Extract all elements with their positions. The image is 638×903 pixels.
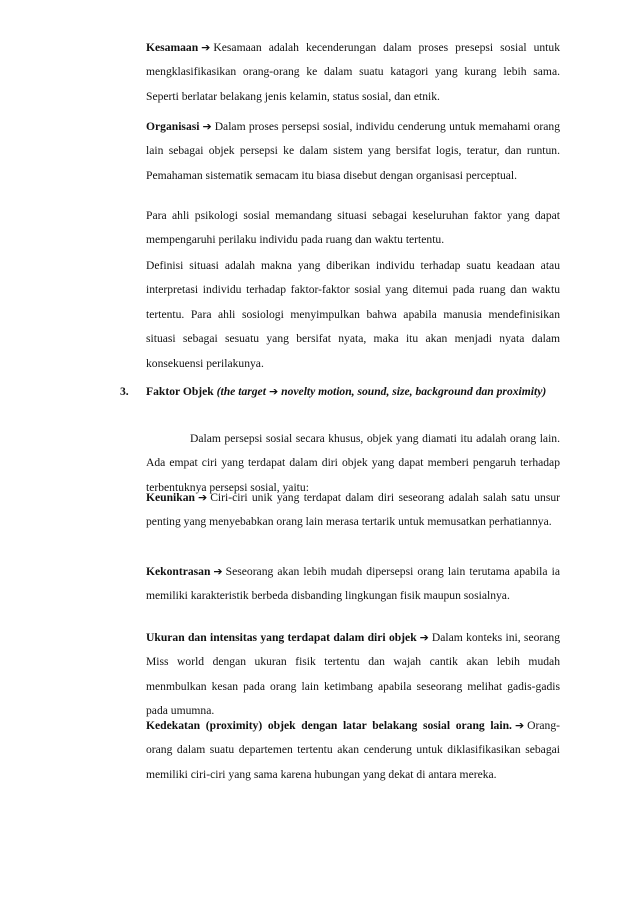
arrow-right-icon: ➔ <box>197 491 208 504</box>
text-definisi: Definisi situasi adalah makna yang diberikan individu terhadap suatu keadaan atau interpretasi individu terhadap faktor-faktor sosial yang ditemui pada ruang dan waktu tertentu. Para ahli sosiologi menyimpulkan bahwa apabila manusia mendefinisikan situasi sebagai sesuatu yang bersifat nyata, maka itu akan menjadi nyata dalam konsekuensi perilakunya. <box>146 259 560 370</box>
text-kekontrasan: Seseorang akan lebih mudah dipersepsi orang lain terutama apabila ia memiliki karakteristik berbeda disbanding lingkungan fisik maupun sosialnya. <box>146 565 560 603</box>
section-subtitle-post: novelty motion, sound, size, background dan proximity) <box>281 385 547 398</box>
text-keunikan: Ciri-ciri unik yang terdapat dalam diri seseorang adalah salah satu unsur penting yang menyebabkan orang lain merasa tertarik untuk memusatkan perhatiannya. <box>146 491 560 529</box>
text-intro: Dalam persepsi sosial secara khusus, objek yang diamati itu adalah orang lain. Ada empat ciri yang terdapat dalam diri objek yang dapat memberi pengaruh terhadap terbentuknya persepsi sosial, yaitu: <box>146 432 560 494</box>
arrow-right-icon: ➔ <box>201 41 211 54</box>
term-organisasi: Organisasi <box>146 120 200 133</box>
arrow-right-icon: ➔ <box>202 120 212 133</box>
section-3-heading <box>146 380 560 404</box>
paragraph-keunikan <box>146 486 560 535</box>
arrow-right-icon: ➔ <box>213 565 223 578</box>
arrow-right-icon: ➔ <box>514 719 525 732</box>
text-organisasi: Dalam proses persepsi sosial, individu cenderung untuk memahami orang lain sebagai objek persepsi ke dalam sistem yang bersifat logis, teratur, dan runtun. Pemahaman sistematik semacam itu biasa disebut dengan organisasi perceptual. <box>146 120 560 182</box>
term-ukuran: Ukuran dan intensitas yang terdapat dalam diri objek <box>146 631 417 644</box>
term-kesamaan: Kesamaan <box>146 41 199 54</box>
term-kedekatan: Kedekatan (proximity) objek dengan latar belakang sosial orang lain. <box>146 719 512 732</box>
arrow-right-icon: ➔ <box>268 385 279 398</box>
paragraph-kesamaan <box>146 36 560 109</box>
arrow-right-icon: ➔ <box>419 631 429 644</box>
paragraph-organisasi <box>146 115 560 188</box>
term-keunikan: Keunikan <box>146 491 195 504</box>
paragraph-kedekatan <box>146 714 560 787</box>
paragraph-definisi <box>146 254 560 376</box>
section-number: 3. <box>120 385 129 398</box>
section-title: Faktor Objek <box>146 385 214 398</box>
paragraph-situasi <box>146 204 560 253</box>
paragraph-kekontrasan <box>146 560 560 609</box>
text-kedekatan: Orang-orang dalam suatu departemen tertentu akan cenderung untuk diklasifikasikan sebagai memiliki ciri-ciri yang sama karena hubungan yang dekat di antara mereka. <box>146 719 560 781</box>
term-kekontrasan: Kekontrasan <box>146 565 211 578</box>
section-subtitle-pre: (the target <box>216 385 266 398</box>
paragraph-ukuran <box>146 626 560 724</box>
text-situasi: Para ahli psikologi sosial memandang situasi sebagai keseluruhan faktor yang dapat mempengaruhi perilaku individu pada ruang dan waktu tertentu. <box>146 209 560 247</box>
text-kesamaan: Kesamaan adalah kecenderungan dalam proses presepsi sosial untuk mengklasifikasikan orang-orang ke dalam suatu katagori yang kurang lebih sama. Seperti berlatar belakang jenis kelamin, status sosial, dan etnik. <box>146 41 560 103</box>
text-ukuran: Dalam konteks ini, seorang Miss world dengan ukuran fisik tertentu dan wajah cantik akan lebih mudah menmbulkan kesan pada orang lain ketimbang apabila seseorang melihat gadis-gadis pada umumna. <box>146 631 560 718</box>
